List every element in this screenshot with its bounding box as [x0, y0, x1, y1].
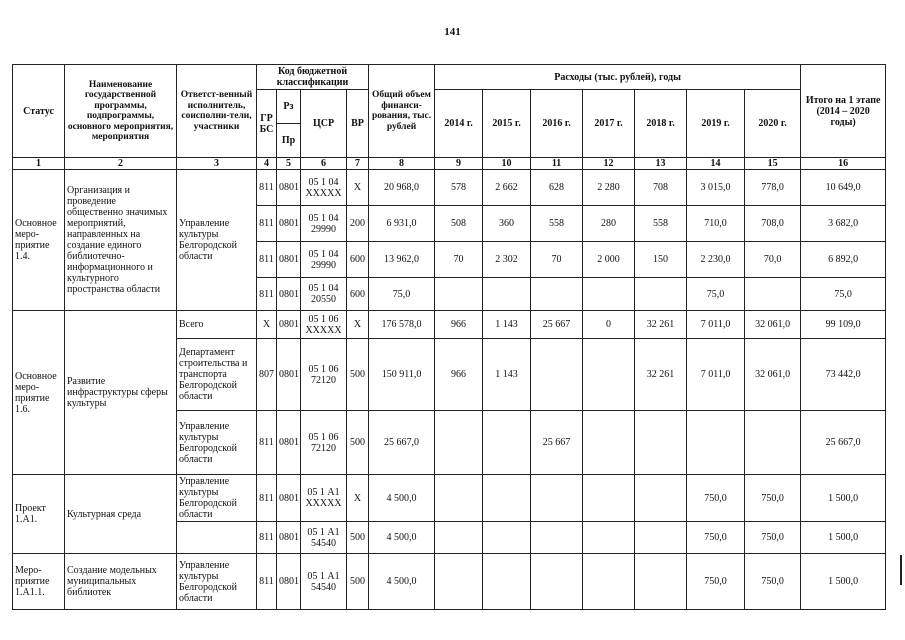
name-cell: Развитие инфраструктуры сферы культуры: [65, 311, 177, 475]
year-value-cell: [435, 522, 483, 554]
year-value-cell: 2 230,0: [687, 242, 745, 278]
rzpr-cell: 0801: [277, 522, 301, 554]
page-number: 141: [444, 26, 461, 38]
year-value-cell: [745, 278, 801, 311]
year-value-cell: 710,0: [687, 206, 745, 242]
stage-total-cell: 1 500,0: [801, 475, 886, 522]
header-year-2020: 2020 г.: [745, 90, 801, 158]
year-value-cell: 558: [635, 206, 687, 242]
grbs-cell: 811: [257, 554, 277, 610]
total-cell: 20 968,0: [369, 170, 435, 206]
vr-cell: 500: [347, 554, 369, 610]
csr-cell: 05 1 04 20550: [301, 278, 347, 311]
header-year-2014: 2014 г.: [435, 90, 483, 158]
year-value-cell: 558: [531, 206, 583, 242]
vr-cell: 600: [347, 242, 369, 278]
year-value-cell: 750,0: [687, 522, 745, 554]
rzpr-cell: 0801: [277, 554, 301, 610]
column-number: 2: [65, 158, 177, 170]
stage-total-cell: 25 667,0: [801, 411, 886, 475]
status-cell: Проект 1.А1.: [13, 475, 65, 554]
csr-cell: 05 1 06 XXXXX: [301, 311, 347, 339]
vr-cell: Х: [347, 311, 369, 339]
year-value-cell: 778,0: [745, 170, 801, 206]
total-cell: 176 578,0: [369, 311, 435, 339]
column-number: 7: [347, 158, 369, 170]
vr-cell: 600: [347, 278, 369, 311]
year-value-cell: 750,0: [687, 475, 745, 522]
year-value-cell: [483, 278, 531, 311]
stage-total-cell: 73 442,0: [801, 339, 886, 411]
header-year-2018: 2018 г.: [635, 90, 687, 158]
header-grbs: ГР БС: [257, 90, 277, 158]
executor-cell: Всего: [177, 311, 257, 339]
year-value-cell: [687, 411, 745, 475]
csr-cell: 05 1 06 72120: [301, 339, 347, 411]
header-budget-code: Код бюджетной классификации: [257, 65, 369, 90]
csr-cell: 05 1 А1 54540: [301, 522, 347, 554]
executor-cell: [177, 522, 257, 554]
header-name: Наименование государственной программы, подпрограммы, основного мероприятия, мероприятия: [65, 65, 177, 158]
column-number: 10: [483, 158, 531, 170]
column-number: 4: [257, 158, 277, 170]
status-cell: Основное меро-приятие 1.4.: [13, 170, 65, 311]
rzpr-cell: 0801: [277, 339, 301, 411]
year-value-cell: 32 061,0: [745, 311, 801, 339]
column-number: 3: [177, 158, 257, 170]
year-value-cell: 708: [635, 170, 687, 206]
header-vr: ВР: [347, 90, 369, 158]
header-total: Общий объем финанси-рования, тыс. рублей: [369, 65, 435, 158]
year-value-cell: 70: [531, 242, 583, 278]
year-value-cell: [635, 554, 687, 610]
header-stage-total: Итого на 1 этапе (2014 – 2020 годы): [801, 65, 886, 158]
executor-cell: Департамент строительства и транспорта Белгородской области: [177, 339, 257, 411]
csr-cell: 05 1 А1 XXXXX: [301, 475, 347, 522]
name-cell: Культурная среда: [65, 475, 177, 554]
year-value-cell: 628: [531, 170, 583, 206]
rzpr-cell: 0801: [277, 311, 301, 339]
header-year-2017: 2017 г.: [583, 90, 635, 158]
rzpr-cell: 0801: [277, 411, 301, 475]
year-value-cell: [583, 522, 635, 554]
year-value-cell: [635, 522, 687, 554]
year-value-cell: [435, 411, 483, 475]
year-value-cell: 32 061,0: [745, 339, 801, 411]
year-value-cell: 578: [435, 170, 483, 206]
year-value-cell: 1 143: [483, 311, 531, 339]
grbs-cell: 811: [257, 278, 277, 311]
year-value-cell: [531, 554, 583, 610]
year-value-cell: 75,0: [687, 278, 745, 311]
stage-total-cell: 99 109,0: [801, 311, 886, 339]
year-value-cell: [435, 475, 483, 522]
year-value-cell: 70,0: [745, 242, 801, 278]
year-value-cell: [635, 278, 687, 311]
table-row: [13, 554, 886, 610]
header-expenses: Расходы (тыс. рублей), годы: [435, 65, 801, 90]
executor-cell: Управление культуры Белгородской области: [177, 411, 257, 475]
stage-total-cell: 6 892,0: [801, 242, 886, 278]
year-value-cell: 25 667: [531, 311, 583, 339]
year-value-cell: 508: [435, 206, 483, 242]
total-cell: 75,0: [369, 278, 435, 311]
status-cell: Основное меро-приятие 1.6.: [13, 311, 65, 475]
header-executor: Ответст-венный исполнитель, соисполни-тели, участники: [177, 65, 257, 158]
rzpr-cell: 0801: [277, 278, 301, 311]
year-value-cell: [531, 339, 583, 411]
vr-cell: 500: [347, 411, 369, 475]
year-value-cell: [435, 278, 483, 311]
total-cell: 4 500,0: [369, 475, 435, 522]
year-value-cell: 0: [583, 311, 635, 339]
year-value-cell: [635, 411, 687, 475]
grbs-cell: 811: [257, 170, 277, 206]
executor-cell: Управление культуры Белгородской области: [177, 475, 257, 522]
year-value-cell: 708,0: [745, 206, 801, 242]
year-value-cell: [435, 554, 483, 610]
stage-total-cell: 3 682,0: [801, 206, 886, 242]
year-value-cell: 1 143: [483, 339, 531, 411]
year-value-cell: [483, 475, 531, 522]
table-row: [13, 311, 886, 339]
year-value-cell: 280: [583, 206, 635, 242]
header-pr: Пр: [277, 124, 301, 158]
executor-cell: Управление культуры Белгородской области: [177, 170, 257, 311]
header-rz: Рз: [277, 90, 301, 124]
year-value-cell: 32 261: [635, 311, 687, 339]
column-number: 12: [583, 158, 635, 170]
header-year-2016: 2016 г.: [531, 90, 583, 158]
grbs-cell: 811: [257, 475, 277, 522]
column-number: 15: [745, 158, 801, 170]
vr-cell: 200: [347, 206, 369, 242]
vr-cell: Х: [347, 170, 369, 206]
total-cell: 150 911,0: [369, 339, 435, 411]
year-value-cell: [531, 475, 583, 522]
grbs-cell: Х: [257, 311, 277, 339]
executor-cell: Управление культуры Белгородской области: [177, 554, 257, 610]
year-value-cell: [583, 339, 635, 411]
year-value-cell: 3 015,0: [687, 170, 745, 206]
year-value-cell: 7 011,0: [687, 311, 745, 339]
year-value-cell: [531, 522, 583, 554]
column-number: 11: [531, 158, 583, 170]
column-number: 6: [301, 158, 347, 170]
year-value-cell: [583, 411, 635, 475]
grbs-cell: 811: [257, 206, 277, 242]
rzpr-cell: 0801: [277, 170, 301, 206]
column-number: 14: [687, 158, 745, 170]
column-number: 5: [277, 158, 301, 170]
total-cell: 4 500,0: [369, 554, 435, 610]
year-value-cell: 70: [435, 242, 483, 278]
year-value-cell: [483, 554, 531, 610]
stage-total-cell: 75,0: [801, 278, 886, 311]
stage-total-cell: 1 500,0: [801, 554, 886, 610]
year-value-cell: 150: [635, 242, 687, 278]
vr-cell: 500: [347, 339, 369, 411]
year-value-cell: [583, 475, 635, 522]
year-value-cell: 2 000: [583, 242, 635, 278]
column-number: 1: [13, 158, 65, 170]
rzpr-cell: 0801: [277, 475, 301, 522]
page-edge-mark: [900, 555, 902, 585]
year-value-cell: [635, 475, 687, 522]
year-value-cell: 360: [483, 206, 531, 242]
rzpr-cell: 0801: [277, 242, 301, 278]
year-value-cell: 2 662: [483, 170, 531, 206]
csr-cell: 05 1 06 72120: [301, 411, 347, 475]
name-cell: Организация и проведение общественно значимых мероприятий, направленных на создание единого библиотечно-информационного и культурного пространства области: [65, 170, 177, 311]
total-cell: 4 500,0: [369, 522, 435, 554]
column-number: 9: [435, 158, 483, 170]
csr-cell: 05 1 04 29990: [301, 206, 347, 242]
budget-table: [12, 64, 886, 610]
column-number: 8: [369, 158, 435, 170]
stage-total-cell: 1 500,0: [801, 522, 886, 554]
year-value-cell: 7 011,0: [687, 339, 745, 411]
year-value-cell: [531, 278, 583, 311]
year-value-cell: 2 302: [483, 242, 531, 278]
grbs-cell: 811: [257, 411, 277, 475]
grbs-cell: 811: [257, 522, 277, 554]
header-year-2019: 2019 г.: [687, 90, 745, 158]
year-value-cell: [583, 278, 635, 311]
year-value-cell: 966: [435, 339, 483, 411]
year-value-cell: 2 280: [583, 170, 635, 206]
grbs-cell: 807: [257, 339, 277, 411]
total-cell: 25 667,0: [369, 411, 435, 475]
csr-cell: 05 1 04 XXXXX: [301, 170, 347, 206]
total-cell: 6 931,0: [369, 206, 435, 242]
vr-cell: 500: [347, 522, 369, 554]
year-value-cell: 966: [435, 311, 483, 339]
year-value-cell: [583, 554, 635, 610]
rzpr-cell: 0801: [277, 206, 301, 242]
year-value-cell: 750,0: [745, 475, 801, 522]
column-number: 16: [801, 158, 886, 170]
year-value-cell: 750,0: [687, 554, 745, 610]
vr-cell: Х: [347, 475, 369, 522]
table-row: [13, 170, 886, 206]
header-year-2015: 2015 г.: [483, 90, 531, 158]
table-row: [13, 475, 886, 522]
header-status: Статус: [13, 65, 65, 158]
year-value-cell: 750,0: [745, 522, 801, 554]
csr-cell: 05 1 А1 54540: [301, 554, 347, 610]
status-cell: Меро-приятие 1.А1.1.: [13, 554, 65, 610]
year-value-cell: [745, 411, 801, 475]
year-value-cell: 25 667: [531, 411, 583, 475]
year-value-cell: [483, 522, 531, 554]
csr-cell: 05 1 04 29990: [301, 242, 347, 278]
grbs-cell: 811: [257, 242, 277, 278]
total-cell: 13 962,0: [369, 242, 435, 278]
column-number: 13: [635, 158, 687, 170]
stage-total-cell: 10 649,0: [801, 170, 886, 206]
header-csr: ЦСР: [301, 90, 347, 158]
year-value-cell: [483, 411, 531, 475]
name-cell: Создание модельных муниципальных библиотек: [65, 554, 177, 610]
year-value-cell: 32 261: [635, 339, 687, 411]
year-value-cell: 750,0: [745, 554, 801, 610]
